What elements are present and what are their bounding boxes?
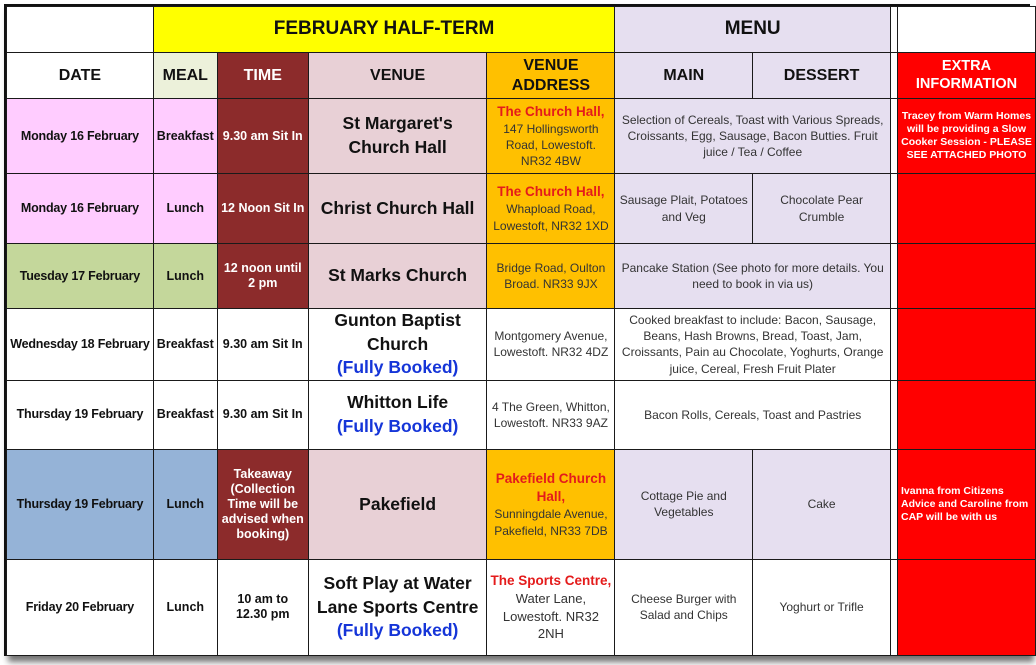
venue-name: St Marks Church xyxy=(328,265,468,286)
meal-cell: Lunch xyxy=(153,174,217,244)
menu-cell: Cooked breakfast to include: Bacon, Sausage, Beans, Hash Browns, Bread, Toast, Jam, Croissants, Pain au Chocolate, Yoghurts, Orange juice, Cereal, Fresh Fruit Plater xyxy=(615,309,891,381)
address-cell xyxy=(487,244,615,309)
header-venue-address: VENUE ADDRESS xyxy=(487,53,615,99)
address-cell xyxy=(487,309,615,381)
table-row xyxy=(7,309,1036,381)
dessert-cell: Chocolate Pear Crumble xyxy=(753,174,891,244)
dessert-cell: Yoghurt or Trifle xyxy=(753,559,891,655)
banner-extra-blank-cell xyxy=(898,7,1036,53)
extra-info-cell: Ivanna from Citizens Advice and Caroline from CAP will be with us xyxy=(898,449,1036,559)
address-cell xyxy=(487,449,615,559)
table-row xyxy=(7,380,1036,449)
address-cell xyxy=(487,99,615,174)
header-meal: MEAL xyxy=(153,53,217,99)
venue-name: Christ Church Hall xyxy=(320,197,475,218)
extra-info-cell xyxy=(898,244,1036,309)
extra-info-cell xyxy=(898,559,1036,655)
venue-cell xyxy=(308,449,487,559)
date-cell: Monday 16 February xyxy=(7,99,154,174)
time-cell: 9.30 am Sit In xyxy=(217,309,308,381)
venue-cell xyxy=(308,244,487,309)
header-venue: VENUE xyxy=(308,53,487,99)
address-text: Bridge Road, Oulton Broad. NR33 9JX xyxy=(496,260,606,291)
meal-cell: Lunch xyxy=(153,244,217,309)
venue-name: Pakefield xyxy=(359,493,437,514)
date-cell: Wednesday 18 February xyxy=(7,309,154,381)
date-cell: Friday 20 February xyxy=(7,559,154,655)
dessert-cell: Cake xyxy=(753,449,891,559)
table-row xyxy=(7,99,1036,174)
address-highlight: Pakefield Church Hall, xyxy=(495,470,607,505)
address-text: Sunningdale Avenue, Pakefield, NR33 7DB xyxy=(494,507,608,538)
table-row xyxy=(7,244,1036,309)
date-cell: Tuesday 17 February xyxy=(7,244,154,309)
address-text: 4 The Green, Whitton, Lowestoft. NR33 9AZ xyxy=(492,399,610,430)
time-cell: 10 am to 12.30 pm xyxy=(217,559,308,655)
spacer-cell xyxy=(891,559,898,655)
spacer-cell xyxy=(891,99,898,174)
main-cell: Sausage Plait, Potatoes and Veg xyxy=(615,174,753,244)
menu-cell: Bacon Rolls, Cereals, Toast and Pastries xyxy=(615,380,891,449)
time-cell: 9.30 am Sit In xyxy=(217,380,308,449)
meal-cell: Lunch xyxy=(153,449,217,559)
spacer-cell xyxy=(891,244,898,309)
address-cell xyxy=(487,380,615,449)
venue-cell xyxy=(308,559,487,655)
header-date: DATE xyxy=(7,53,154,99)
spacer-cell xyxy=(891,309,898,381)
table-row xyxy=(7,559,1036,655)
header-dessert: DESSERT xyxy=(753,53,891,99)
banner-blank-cell xyxy=(7,7,154,53)
main-cell: Cheese Burger with Salad and Chips xyxy=(615,559,753,655)
venue-name: Gunton Baptist Church xyxy=(334,310,461,354)
time-cell: 12 Noon Sit In xyxy=(217,174,308,244)
address-text: 147 Hollingsworth Road, Lowestoft. NR32 4BW xyxy=(503,121,599,169)
header-extra-information: EXTRA INFORMATION xyxy=(898,53,1036,99)
date-cell: Thursday 19 February xyxy=(7,449,154,559)
extra-info-cell: Tracey from Warm Homes will be providing a Slow Cooker Session - PLEASE SEE ATTACHED PHOTO xyxy=(898,99,1036,174)
meal-cell: Breakfast xyxy=(153,309,217,381)
header-row xyxy=(7,53,1036,99)
table-row xyxy=(7,174,1036,244)
spacer-cell xyxy=(891,53,898,99)
time-cell: Takeaway (Collection Time will be advised when booking) xyxy=(217,449,308,559)
date-cell: Monday 16 February xyxy=(7,174,154,244)
menu-cell: Selection of Cereals, Toast with Various Spreads, Croissants, Egg, Sausage, Bacon Butties. Fruit juice / Tea / Coffee xyxy=(615,99,891,174)
extra-info-cell xyxy=(898,380,1036,449)
venue-cell xyxy=(308,309,487,381)
header-main: MAIN xyxy=(615,53,753,99)
venue-name: Soft Play at Water Lane Sports Centre xyxy=(316,572,479,617)
extra-info-cell xyxy=(898,309,1036,381)
venue-name: St Margaret's Church Hall xyxy=(342,113,453,157)
address-highlight: The Sports Centre, xyxy=(490,572,612,588)
menu-cell: Pancake Station (See photo for more details. You need to book in via us) xyxy=(615,244,891,309)
spacer-cell xyxy=(891,449,898,559)
banner-row xyxy=(7,7,1036,53)
spacer-cell xyxy=(891,7,898,53)
table-row xyxy=(7,449,1036,559)
venue-cell xyxy=(308,99,487,174)
address-highlight: The Church Hall, xyxy=(497,184,605,200)
address-text: Whapload Road, Lowestoft, NR32 1XD xyxy=(493,202,609,233)
header-time: TIME xyxy=(217,53,308,99)
fully-booked-note: (Fully Booked) xyxy=(336,415,459,436)
half-term-schedule-table xyxy=(6,6,1036,656)
time-cell: 12 noon until 2 pm xyxy=(217,244,308,309)
venue-cell xyxy=(308,174,487,244)
meal-cell: Breakfast xyxy=(153,99,217,174)
spacer-cell xyxy=(891,174,898,244)
date-cell: Thursday 19 February xyxy=(7,380,154,449)
address-cell xyxy=(487,559,615,655)
address-text: Water Lane, Lowestoft. NR32 2NH xyxy=(502,591,599,642)
address-highlight: The Church Hall, xyxy=(497,103,605,119)
event-title: FEBRUARY HALF-TERM xyxy=(153,7,615,53)
meal-cell: Lunch xyxy=(153,559,217,655)
address-text: Montgomery Avenue, Lowestoft. NR32 4DZ xyxy=(493,329,609,360)
spacer-cell xyxy=(891,380,898,449)
menu-title: MENU xyxy=(615,7,891,53)
venue-cell xyxy=(308,380,487,449)
fully-booked-note: (Fully Booked) xyxy=(336,620,459,641)
fully-booked-note: (Fully Booked) xyxy=(336,357,459,378)
main-cell: Cottage Pie and Vegetables xyxy=(615,449,753,559)
venue-name: Whitton Life xyxy=(347,392,449,413)
address-cell xyxy=(487,174,615,244)
meal-cell: Breakfast xyxy=(153,380,217,449)
extra-info-cell xyxy=(898,174,1036,244)
time-cell: 9.30 am Sit In xyxy=(217,99,308,174)
